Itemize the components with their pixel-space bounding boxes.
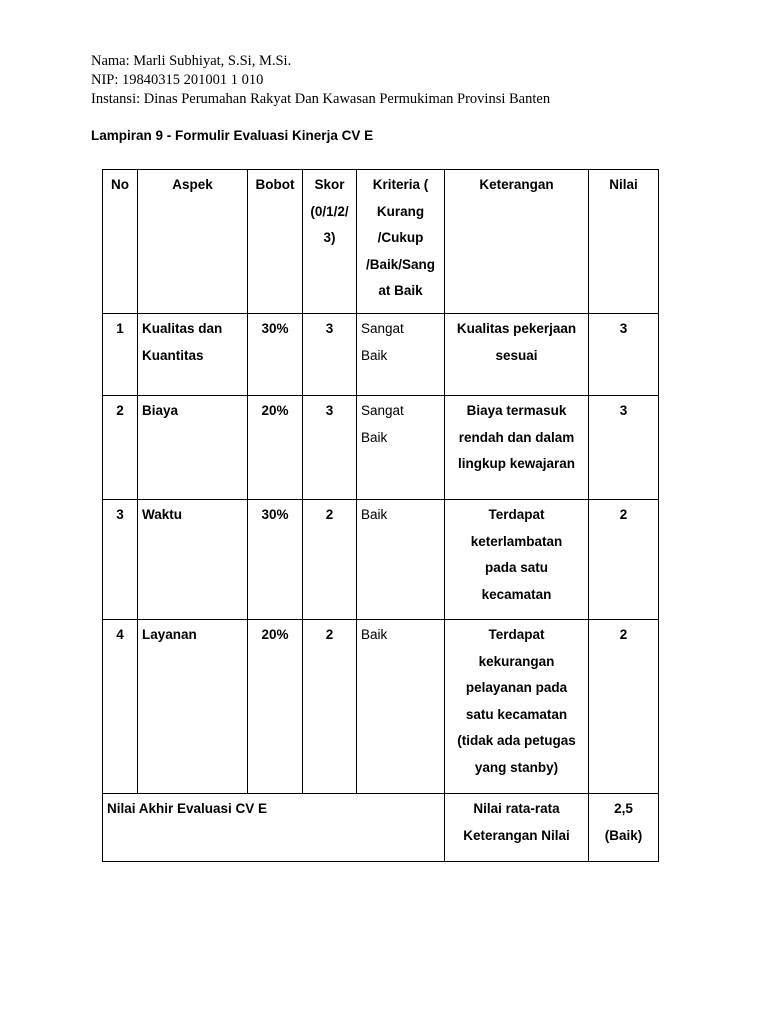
row-keterangan: Terdapat kekurangan pelayanan pada satu kecamatan (tidak ada petugas yang stanby) xyxy=(445,620,589,794)
table-row xyxy=(103,620,659,794)
row-keterangan: Terdapat keterlambatan pada satu kecamatan xyxy=(445,500,589,620)
document-header xyxy=(91,52,550,109)
row-no: 3 xyxy=(103,500,138,620)
row-nilai: 3 xyxy=(589,314,659,396)
row-no: 2 xyxy=(103,396,138,500)
row-nilai: 2 xyxy=(589,620,659,794)
row-aspek: Kualitas dan Kuantitas xyxy=(138,314,248,396)
header-nama: Nama: Marli Subhiyat, S.Si, M.Si. xyxy=(91,53,292,69)
row-kriteria: Baik xyxy=(357,620,445,794)
document-title: Lampiran 9 - Formulir Evaluasi Kinerja CV E xyxy=(91,128,374,143)
header-instansi: Instansi: Dinas Perumahan Rakyat Dan Kawasan Permukiman Provinsi Banten xyxy=(91,91,551,107)
table-header-row xyxy=(103,170,659,314)
row-nilai: 2 xyxy=(589,500,659,620)
row-bobot: 30% xyxy=(248,500,303,620)
column-header-bobot: Bobot xyxy=(248,170,303,314)
row-aspek: Biaya xyxy=(138,396,248,500)
row-kriteria: Sangat Baik xyxy=(357,396,445,500)
table-row xyxy=(103,396,659,500)
row-bobot: 30% xyxy=(248,314,303,396)
row-skor: 2 xyxy=(303,500,357,620)
row-nilai: 3 xyxy=(589,396,659,500)
row-bobot: 20% xyxy=(248,396,303,500)
row-no: 1 xyxy=(103,314,138,396)
table-footer-row xyxy=(103,794,659,862)
row-bobot: 20% xyxy=(248,620,303,794)
column-header-no: No xyxy=(103,170,138,314)
row-keterangan: Kualitas pekerjaan sesuai xyxy=(445,314,589,396)
table-row xyxy=(103,500,659,620)
row-keterangan: Biaya termasuk rendah dan dalam lingkup kewajaran xyxy=(445,396,589,500)
row-kriteria: Sangat Baik xyxy=(357,314,445,396)
row-aspek: Waktu xyxy=(138,500,248,620)
footer-label: Nilai Akhir Evaluasi CV E xyxy=(103,794,445,862)
header-nip: NIP: 19840315 201001 1 010 xyxy=(91,72,264,88)
row-aspek: Layanan xyxy=(138,620,248,794)
column-header-keterangan: Keterangan xyxy=(445,170,589,314)
column-header-kriteria: Kriteria ( Kurang /Cukup /Baik/Sang at Baik xyxy=(357,170,445,314)
row-skor: 2 xyxy=(303,620,357,794)
row-skor: 3 xyxy=(303,314,357,396)
row-no: 4 xyxy=(103,620,138,794)
column-header-aspek: Aspek xyxy=(138,170,248,314)
row-skor: 3 xyxy=(303,396,357,500)
footer-keterangan: Nilai rata-rata Keterangan Nilai xyxy=(445,794,589,862)
footer-nilai: 2,5 (Baik) xyxy=(589,794,659,862)
column-header-skor: Skor (0/1/2/ 3) xyxy=(303,170,357,314)
table-row xyxy=(103,314,659,396)
evaluation-table xyxy=(102,169,659,862)
row-kriteria: Baik xyxy=(357,500,445,620)
column-header-nilai: Nilai xyxy=(589,170,659,314)
